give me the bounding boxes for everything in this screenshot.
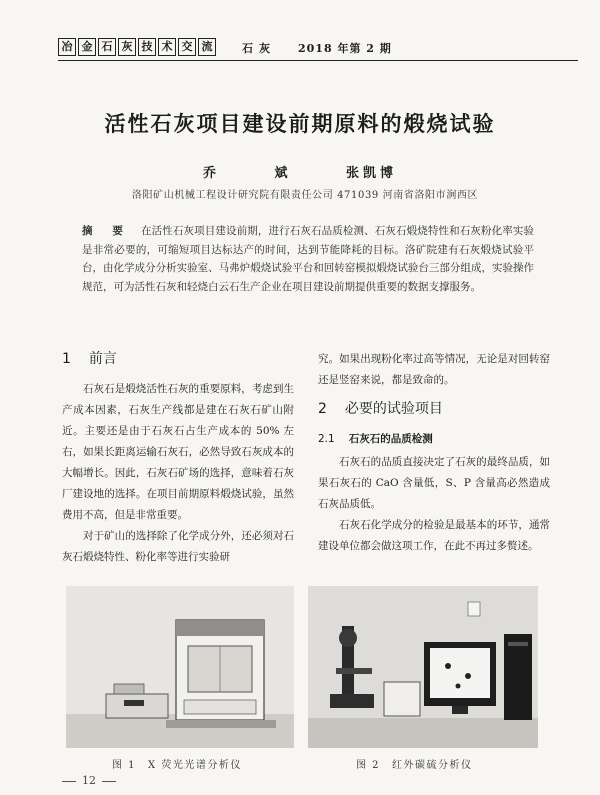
- subsection-title: 石灰石的品质检测: [348, 433, 433, 445]
- page-dash: [62, 781, 76, 782]
- page-number: [56, 774, 122, 787]
- figure-1-caption: [112, 756, 242, 771]
- affiliation: 洛阳矿山机械工程设计研究院有限责任公司 471039 河南省洛阳市涧西区: [131, 190, 479, 201]
- paragraph: 对于矿山的选择除了化学成分外，还必须对石灰石煅烧特性、粉化率等进行实验研: [62, 530, 294, 563]
- subsection-number: 2.1: [318, 433, 335, 445]
- journal-char: 石: [98, 38, 116, 56]
- paragraph: 石灰石的品质直接决定了石灰的最终品质，如果石灰石的 CaO 含量低，S、P 含量高必然造成石灰品质低。: [318, 456, 550, 510]
- section-number: 2: [318, 401, 327, 417]
- journal-char: 术: [158, 38, 176, 56]
- paragraph: 石灰石化学成分的检验是最基本的环节，通常建设单位都会做这项工作，在此不再过多赘述。: [318, 519, 550, 552]
- paragraph-continued: 究。如果出现粉化率过高等情况，无论是对回转窑还是竖窑来说，都是致命的。: [318, 353, 550, 386]
- section-heading-2: [318, 399, 550, 419]
- journal-char: 流: [198, 38, 216, 56]
- left-column: [62, 349, 294, 568]
- page-dash: [102, 781, 116, 782]
- figure-number: 图 2: [356, 760, 381, 771]
- abstract-label: 摘 要: [82, 225, 132, 237]
- journal-name: 石灰: [242, 42, 276, 55]
- xrf-analyzer-illustration: [66, 586, 294, 748]
- figure-number: 图 1: [112, 760, 137, 771]
- journal-char: 技: [138, 38, 156, 56]
- figure-caption-text: X 荧光光谱分析仪: [148, 760, 242, 771]
- abstract: [82, 222, 534, 296]
- figure-2-caption: [356, 756, 473, 771]
- section-title: 前言: [88, 351, 117, 367]
- journal-char: 金: [78, 38, 96, 56]
- subsection-heading: [318, 429, 550, 450]
- journal-column-name: [58, 38, 218, 56]
- page-number-text: 12: [82, 774, 96, 787]
- running-header: [58, 34, 578, 61]
- authors: 乔 斌 张凯博: [202, 166, 398, 181]
- journal-char: 冶: [58, 38, 76, 56]
- figure-1-photo: [66, 586, 294, 748]
- paragraph: 石灰石是煅烧活性石灰的重要原料，考虑到生产成本因素，石灰生产线都是建在石灰石矿山附近。主要还是由于石灰石占生产成本的 50% 左右，如果长距离运输石灰石，必然导致石灰成本的大幅增长。因此，石灰石矿场的选择，意味着石灰厂建设地的选择。在项目前期原料煅烧试验，虽然费用不高，但是非常重要。: [62, 383, 294, 521]
- journal-char: 交: [178, 38, 196, 56]
- journal-char: 灰: [118, 38, 136, 56]
- section-title: 必要的试验项目: [344, 401, 443, 417]
- issue-label: 2018 年第 2 期: [298, 42, 392, 55]
- carbon-sulfur-analyzer-illustration: [308, 586, 538, 748]
- section-heading-1: [62, 349, 294, 369]
- right-column: [318, 349, 550, 557]
- figure-2-photo: [308, 586, 538, 748]
- section-number: 1: [62, 351, 71, 367]
- figure-caption-text: 红外碳硫分析仪: [392, 760, 473, 771]
- article-title: 活性石灰项目建设前期原料的煅烧试验: [104, 112, 496, 136]
- abstract-text: 在活性石灰项目建设前期，进行石灰石品质检测、石灰石煅烧特性和石灰粉化率实验是非常必要的，可缩短项目达标达产的时间，达到节能降耗的目标。洛矿院建有石灰煅烧试验平台，由化学成分分析实验室、马弗炉煅烧试验平台和回转窑模拟煅烧试验台三部分组成，实验操作规范，可为活性石灰和轻烧白云石生产企业在项目建设前期提供重要的数据支撑服务。: [82, 225, 535, 293]
